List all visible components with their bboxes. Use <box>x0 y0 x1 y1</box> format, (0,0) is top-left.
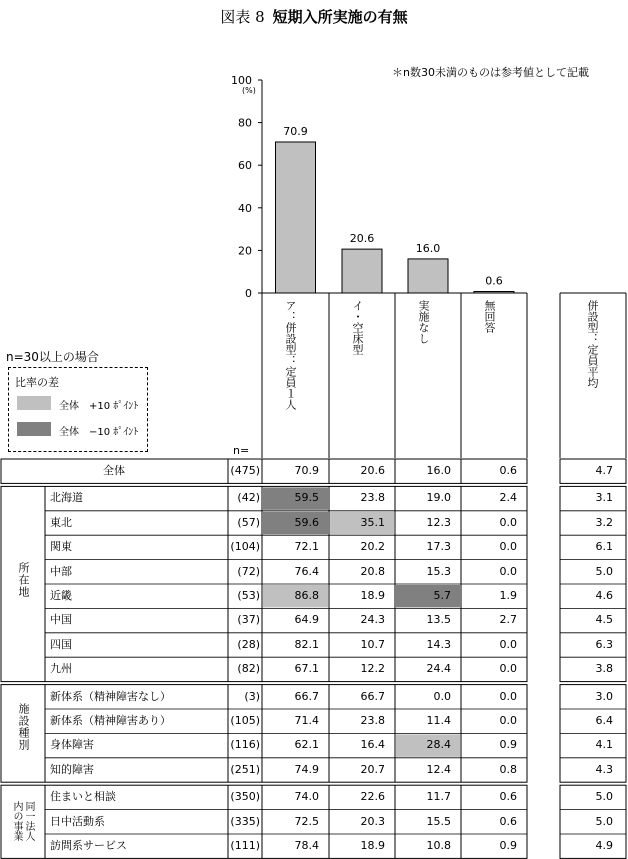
row-avg: 5.0 <box>595 790 613 804</box>
row-value: 20.7 <box>360 762 385 776</box>
row-value: 0.0 <box>433 689 451 703</box>
row-value: 0.8 <box>499 762 517 776</box>
row-avg: 3.2 <box>595 515 613 529</box>
row-value: 11.4 <box>426 714 451 727</box>
row-value: 24.4 <box>426 662 451 676</box>
row-value: 74.9 <box>294 762 319 776</box>
row-value: 28.4 <box>426 738 451 752</box>
row-value: 0.6 <box>499 790 517 804</box>
row-avg: 3.1 <box>595 491 613 505</box>
row-value: 2.7 <box>499 613 517 627</box>
row-value: 0.0 <box>499 540 517 554</box>
row-value: 72.5 <box>294 814 319 828</box>
row-avg: 6.3 <box>595 637 613 651</box>
row-value: 64.9 <box>294 613 319 627</box>
row-value: 76.4 <box>294 564 319 578</box>
row-value: 14.3 <box>426 637 451 651</box>
row-n: (3) <box>244 689 260 703</box>
bar-value-label: 70.9 <box>283 124 308 138</box>
row-value: 16.4 <box>360 738 385 752</box>
row-value: 20.8 <box>360 564 385 578</box>
row-label: 北海道 <box>50 491 83 505</box>
row-n: (111) <box>230 839 260 852</box>
row-n: (72) <box>237 564 260 578</box>
row-value: 2.4 <box>499 491 517 505</box>
column-header: ア：併設型：定員１人 <box>284 300 297 410</box>
row-value: 13.5 <box>426 613 451 627</box>
n-label: n= <box>233 444 250 457</box>
row-avg: 4.9 <box>595 839 613 852</box>
bar-value-label: 16.0 <box>415 241 441 255</box>
row-label: 住まいと相談 <box>50 790 116 804</box>
row-value: 15.3 <box>426 564 451 578</box>
row-n: (475) <box>230 464 260 477</box>
row-avg: 4.7 <box>595 464 613 477</box>
group-label: 同一法人内の事業 <box>11 800 34 841</box>
column-header: 無回答 <box>483 300 496 333</box>
row-value: 0.0 <box>499 714 517 727</box>
row-value: 59.5 <box>294 491 319 505</box>
row-label: 日中活動系 <box>50 814 105 828</box>
legend-label-low: 全体 −10 ﾎﾟｲﾝﾄ <box>59 427 139 438</box>
row-avg: 4.6 <box>595 589 613 602</box>
bar-value-label: 20.6 <box>349 232 375 246</box>
row-value: 18.9 <box>360 589 385 602</box>
legend-title: 比率の差 <box>15 376 59 389</box>
row-value: 19.0 <box>426 491 451 505</box>
row-value: 0.9 <box>499 839 517 852</box>
row-label: 東北 <box>50 515 72 529</box>
row-value: 23.8 <box>360 714 385 727</box>
figure-title: 短期入所実施の有無 <box>272 8 408 26</box>
row-value: 12.2 <box>360 662 385 676</box>
row-avg: 5.0 <box>595 564 613 578</box>
bar-value-label: 0.6 <box>485 274 503 288</box>
column-header: イ・空床型 <box>351 300 364 355</box>
row-label: 新体系（精神障害なし） <box>50 689 171 703</box>
row-label: 中国 <box>50 613 72 627</box>
row-value: 35.1 <box>360 515 385 529</box>
row-n: (116) <box>230 738 260 752</box>
row-n: (57) <box>237 515 260 529</box>
row-label: 身体障害 <box>50 738 94 752</box>
row-value: 22.6 <box>360 790 385 804</box>
row-value: 0.0 <box>499 662 517 676</box>
row-avg: 5.0 <box>595 814 613 828</box>
row-avg: 3.8 <box>595 662 613 676</box>
row-n: (28) <box>237 637 260 651</box>
row-value: 11.7 <box>426 790 451 804</box>
row-n: (42) <box>237 491 260 505</box>
row-n: (251) <box>230 762 260 776</box>
row-value: 12.4 <box>426 762 451 776</box>
row-value: 12.3 <box>426 515 451 529</box>
y-axis-unit: (%) <box>242 86 256 95</box>
row-value: 0.6 <box>499 464 517 477</box>
total-row-label: 全体 <box>103 464 125 477</box>
row-value: 20.3 <box>360 814 385 828</box>
row-value: 1.9 <box>499 589 517 602</box>
row-n: (105) <box>230 714 260 727</box>
row-value: 0.0 <box>499 637 517 651</box>
row-value: 86.8 <box>294 589 319 602</box>
row-value: 0.6 <box>499 814 517 828</box>
row-value: 17.3 <box>426 540 451 554</box>
row-avg: 3.0 <box>595 689 613 703</box>
row-label: 九州 <box>50 662 72 676</box>
row-value: 20.2 <box>360 540 385 554</box>
group-label: 所在地 <box>17 561 30 598</box>
row-label: 訪問系サービス <box>50 839 127 852</box>
row-avg: 4.1 <box>595 738 613 752</box>
row-value: 0.0 <box>499 689 517 703</box>
row-label: 知的障害 <box>50 762 94 776</box>
row-value: 70.9 <box>294 464 319 477</box>
avg-column-header: 併設型：定員平均 <box>586 300 599 388</box>
row-label: 中部 <box>50 564 72 578</box>
column-header: 実施なし <box>417 300 430 344</box>
n30-label: n=30以上の場合 <box>6 350 99 364</box>
row-avg: 4.5 <box>595 613 613 627</box>
row-n: (335) <box>230 814 260 828</box>
row-value: 18.9 <box>360 839 385 852</box>
row-value: 62.1 <box>294 738 319 752</box>
row-n: (53) <box>237 589 260 602</box>
row-value: 66.7 <box>294 689 319 703</box>
row-value: 74.0 <box>294 790 319 804</box>
row-n: (104) <box>230 540 260 554</box>
row-label: 四国 <box>50 637 72 651</box>
row-label: 近畿 <box>50 589 72 602</box>
row-value: 24.3 <box>360 613 385 627</box>
row-value: 15.5 <box>426 814 451 828</box>
y-tick-label: 20 <box>238 244 252 258</box>
row-value: 20.6 <box>360 464 385 477</box>
row-value: 0.0 <box>499 515 517 529</box>
row-avg: 6.4 <box>595 714 613 727</box>
row-value: 23.8 <box>360 491 385 505</box>
row-value: 5.7 <box>433 589 451 602</box>
row-value: 59.6 <box>294 515 319 529</box>
row-value: 10.8 <box>426 839 451 852</box>
row-n: (37) <box>237 613 260 627</box>
row-label: 新体系（精神障害あり） <box>50 714 171 727</box>
row-value: 0.0 <box>499 564 517 578</box>
y-tick-label: 80 <box>238 116 252 130</box>
figure-number: 図表 8 <box>220 8 265 26</box>
row-avg: 4.3 <box>595 762 613 776</box>
row-value: 71.4 <box>294 714 319 727</box>
row-avg: 6.1 <box>595 540 613 554</box>
row-value: 72.1 <box>294 540 319 554</box>
group-label: 施設種別 <box>17 703 30 752</box>
y-tick-label: 60 <box>238 159 252 173</box>
row-value: 0.9 <box>499 738 517 752</box>
y-tick-label: 100 <box>231 74 252 87</box>
y-tick-label: 40 <box>238 201 252 215</box>
row-value: 66.7 <box>360 689 385 703</box>
row-value: 67.1 <box>294 662 319 676</box>
row-value: 16.0 <box>426 464 451 477</box>
row-value: 78.4 <box>294 839 319 852</box>
row-n: (350) <box>230 790 260 804</box>
row-label: 関東 <box>50 540 72 554</box>
legend-label-high: 全体 +10 ﾎﾟｲﾝﾄ <box>59 401 139 412</box>
row-value: 82.1 <box>294 637 319 651</box>
row-value: 10.7 <box>360 637 385 651</box>
reference-note: ＊n数30未満のものは参考値として記載 <box>392 66 589 79</box>
row-n: (82) <box>237 662 260 676</box>
y-tick-label: 0 <box>245 287 252 300</box>
